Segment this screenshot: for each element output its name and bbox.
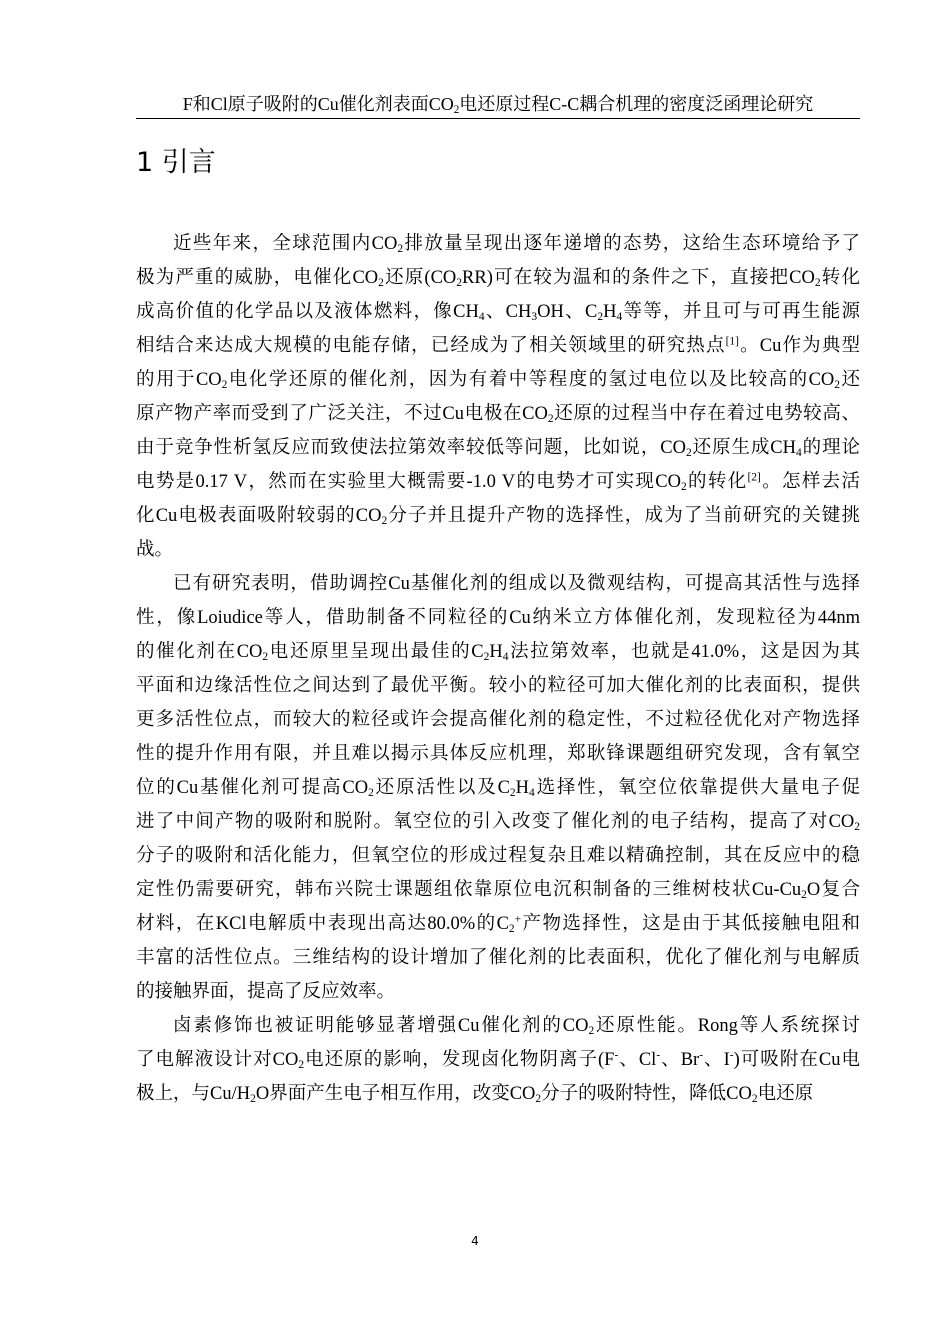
text-line: 性，像Loiudice等人，借助制备不同粒径的Cu纳米立方体催化剂，发现粒径为44nm: [136, 608, 860, 628]
text-line: 分子的吸附和活化能力，但氧空位的形成过程复杂且难以精确控制，其在反应中的稳: [136, 846, 860, 866]
page-number: 4: [471, 1234, 479, 1248]
text-line: 电势是0.17 V，然而在实验里大概需要-1.0 V的电势才可实现$CO_2$的转化[2]。怎样去活: [136, 471, 860, 493]
text-line: 材料，在KCl电解质中表现出高达80.0%的$C_2^+$产物选择性，这是由于其低接触电阻和: [136, 913, 860, 935]
header-rule: [136, 118, 860, 119]
running-header: F和Cl原子吸附的Cu催化剂表面$CO_2$电还原过程C-C耦合机理的密度泛函理论研究: [182, 94, 814, 116]
text-line: 由于竞争性析氢反应而致使法拉第效率较低等问题，比如说，$CO_2$还原生成$CH_4$的理论: [136, 438, 861, 459]
text-line: 已有研究表明，借助调控Cu基催化剂的组成以及微观结构，可提高其活性与选择: [173, 574, 860, 594]
text-line: 成高价值的化学品以及液体燃料，像$CH_4$、$CH_3OH$、$C_2H_4$等等，并且可与可再生能源: [136, 302, 860, 323]
text-line: 丰富的活性位点。三维结构的设计增加了催化剂的比表面积，优化了催化剂与电解质: [136, 948, 860, 968]
text-line: 的用于$CO_2$电化学还原的催化剂，因为有着中等程度的氢过电位以及比较高的$CO_2$还: [136, 370, 860, 391]
text-line: 极上，与$Cu/H_2O$界面产生电子相互作用，改变$CO_2$分子的吸附特性，降低$CO_2$电还原: [136, 1084, 814, 1105]
text-line: 了电解液设计对$CO_2$电还原的影响，发现卤化物阴离子(F-、Cl-、Br-、I-)可吸附在Cu电: [136, 1049, 860, 1071]
text-line: 近些年来，全球范围内$CO_2$排放量呈现出逐年递增的态势，这给生态环境给予了: [173, 234, 860, 255]
text-line: 定性仍需要研究，韩布兴院士课题组依靠原位电沉积制备的三维树枝状$Cu-Cu_2O$复合: [136, 880, 860, 901]
text-line: 极为严重的威胁，电催化$CO_2$还原$(CO_2RR)$可在较为温和的条件之下，直接把$CO_2$转化: [136, 268, 860, 289]
text-line: 战。: [136, 540, 174, 560]
text-line: 更多活性位点，而较大的粒径或许会提高催化剂的稳定性，不过粒径优化对产物选择: [136, 710, 860, 730]
text-line: 化Cu电极表面吸附较弱的$CO_2$分子并且提升产物的选择性，成为了当前研究的关键挑: [136, 506, 860, 527]
text-line: 的接触界面，提高了反应效率。: [136, 982, 396, 1002]
text-line: 平面和边缘活性位之间达到了最优平衡。较小的粒径可加大催化剂的比表面积，提供: [136, 676, 860, 696]
text-line: 位的Cu基催化剂可提高$CO_2$还原活性以及$C_2H_4$选择性，氧空位依靠提供大量电子促: [136, 778, 860, 799]
text-line: 的催化剂在$CO_2$电还原里呈现出最佳的$C_2H_4$法拉第效率，也就是41.0%，这是因为其: [136, 642, 860, 663]
text-line: 卤素修饰也被证明能够显著增强Cu催化剂的$CO_2$还原性能。Rong等人系统探讨: [173, 1016, 861, 1037]
body-text: [136, 227, 860, 1111]
paragraph-1: [136, 227, 860, 567]
text-line: 进了中间产物的吸附和脱附。氧空位的引入改变了催化剂的电子结构，提高了对$CO_2$: [136, 812, 860, 833]
paragraph-3: [136, 1009, 860, 1111]
text-line: 原产物产率而受到了广泛关注，不过Cu电极在$CO_2$还原的过程当中存在着过电势较高、: [136, 404, 860, 425]
text-line: 性的提升作用有限，并且难以揭示具体反应机理，郑耿锋课题组研究发现，含有氧空: [136, 744, 860, 764]
text-line: 相结合来达成大规模的电能存储，已经成为了相关领域里的研究热点[1]。Cu作为典型: [136, 335, 860, 356]
paragraph-2: [136, 567, 860, 1009]
section-title: 1 引言: [136, 147, 216, 178]
